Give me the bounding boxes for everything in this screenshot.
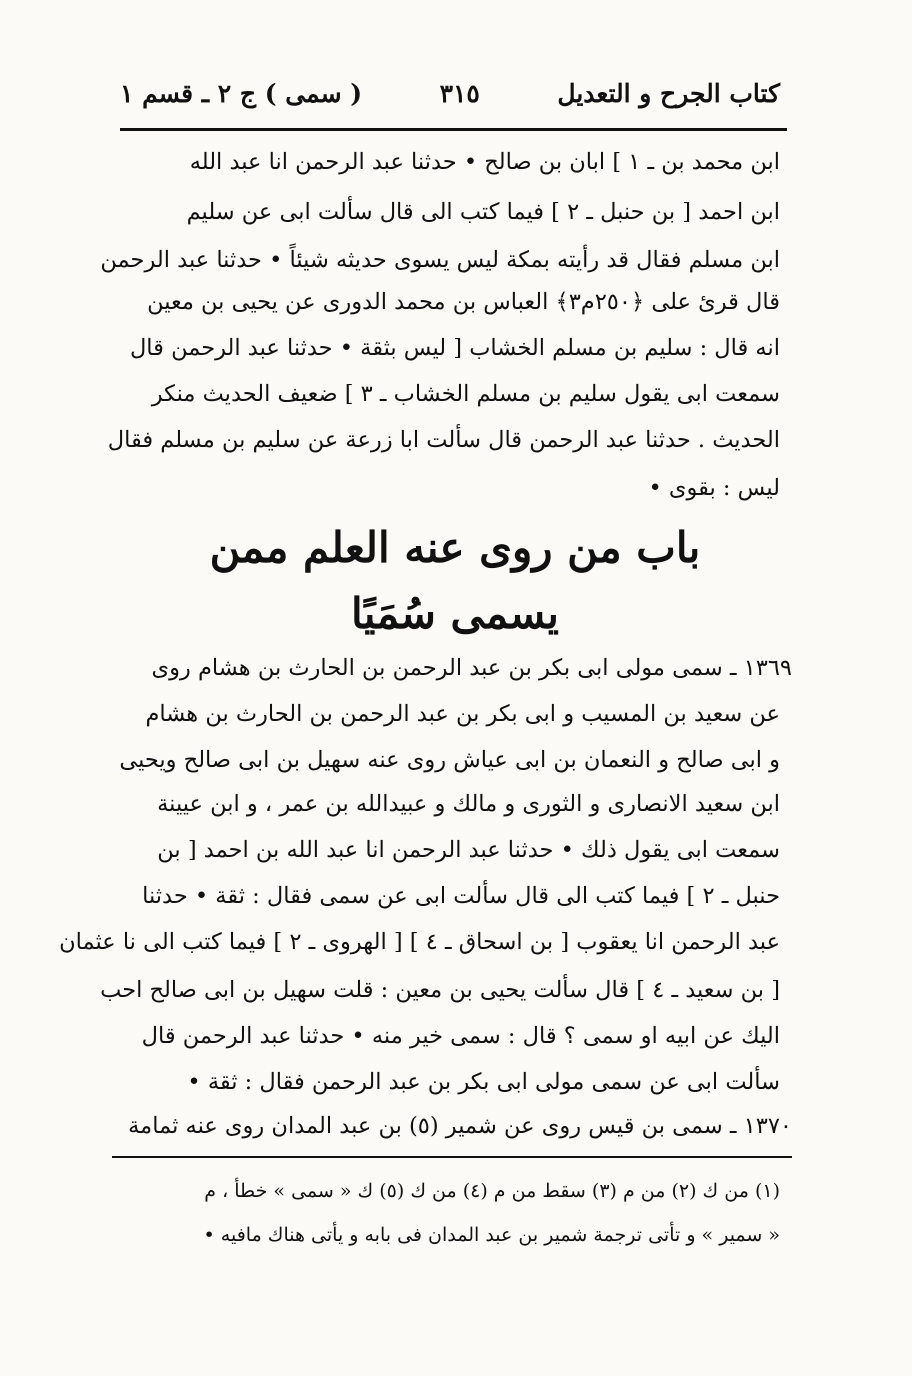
footnote-line: (١) من ك (٢) من م (٣) سقط من م (٤) من ك (٥) ك « سمی » خطأ ، م <box>204 1180 780 1202</box>
entry-line: عن سعید بن المسیب و ابی بکر بن عبد الرحمن بن الحارث بن هشام <box>145 701 780 727</box>
text-line: انه قال : سلیم بن مسلم الخشاب [ لیس بثقة • حدثنا عبد الرحمن قال <box>129 335 780 361</box>
book-title: كتاب الجرح و التعديل <box>557 78 780 108</box>
text-line: قال قرئ علی ﴿٢٥٠م٣﴾ العباس بن محمد الدوری عن یحیی بن معین <box>147 289 780 315</box>
entry-line: حنبل ـ ٢ ] فیما کتب الی قال سألت ابی عن سمی فقال : ثقة • حدثنا <box>142 883 780 909</box>
entry-line: سألت ابی عن سمی مولی ابی بکر بن عبد الرحمن فقال : ثقة • <box>187 1069 780 1095</box>
entry-line: و ابی صالح و النعمان بن ابی عیاش روی عنه سهیل بن ابی صالح ویحیی <box>119 747 780 773</box>
entry-line: عبد الرحمن انا یعقوب [ بن اسحاق ـ ٤ ] [ الهروی ـ ٢ ] فیما کتب الی نا عثمان <box>59 929 780 955</box>
entry-line: [ بن سعید ـ ٤ ] قال سألت یحیی بن معین : قلت سهیل بن ابی صالح احب <box>100 977 780 1003</box>
chapter-title-line-2: يسمى سُمَيًا <box>350 589 559 638</box>
header-rule <box>120 128 787 131</box>
entry-line: ١٣٧٠ ـ سمی بن قیس روی عن شمیر (٥) بن عبد المدان روی عنه ثمامة <box>128 1113 792 1139</box>
footnote-rule <box>112 1156 792 1158</box>
text-line: ابن محمد بن ـ ١ ] ابان بن صالح • حدثنا عبد الرحمن انا عبد الله <box>189 149 780 175</box>
section-label: ( سمی ) ج ٢ ـ قسم ١ <box>120 78 363 108</box>
text-line: الحدیث . حدثنا عبد الرحمن قال سألت ابا زرعة عن سلیم بن مسلم فقال <box>107 427 780 453</box>
entry-line: سمعت ابی یقول ذلك • حدثنا عبد الرحمن انا عبد الله بن احمد [ بن <box>157 837 780 863</box>
chapter-title-line-1: باب من روى عنه العلم ممن <box>209 523 701 572</box>
entry-line: ١٣٦٩ ـ سمی مولی ابی بکر بن عبد الرحمن بن الحارث بن هشام روی <box>151 655 792 681</box>
text-line: سمعت ابی یقول سلیم بن مسلم الخشاب ـ ٣ ] ضعیف الحدیث منکر <box>151 381 780 407</box>
footnote-line: « سمیر » و تأتی ترجمة شمیر بن عبد المدان فی بابه و یأتی هناك مافیه • <box>203 1224 780 1246</box>
text-line: ابن مسلم فقال قد رأیته بمکة لیس یسوی حدیثه شیئاً • حدثنا عبد الرحمن <box>100 247 780 273</box>
running-head <box>120 70 780 116</box>
text-line: ابن احمد [ بن حنبل ـ ٢ ] فیما کتب الی قال سألت ابی عن سلیم <box>186 199 780 225</box>
page-number: ٣١٥ <box>439 78 480 108</box>
entry-line: الیك عن ابیه او سمی ؟ قال : سمی خیر منه • حدثنا عبد الرحمن قال <box>141 1023 780 1049</box>
text-line: لیس : بقوی • <box>648 475 780 501</box>
entry-line: ابن سعید الانصاری و الثوری و مالك و عبیدالله بن عمر ، و ابن عیینة <box>157 791 780 817</box>
